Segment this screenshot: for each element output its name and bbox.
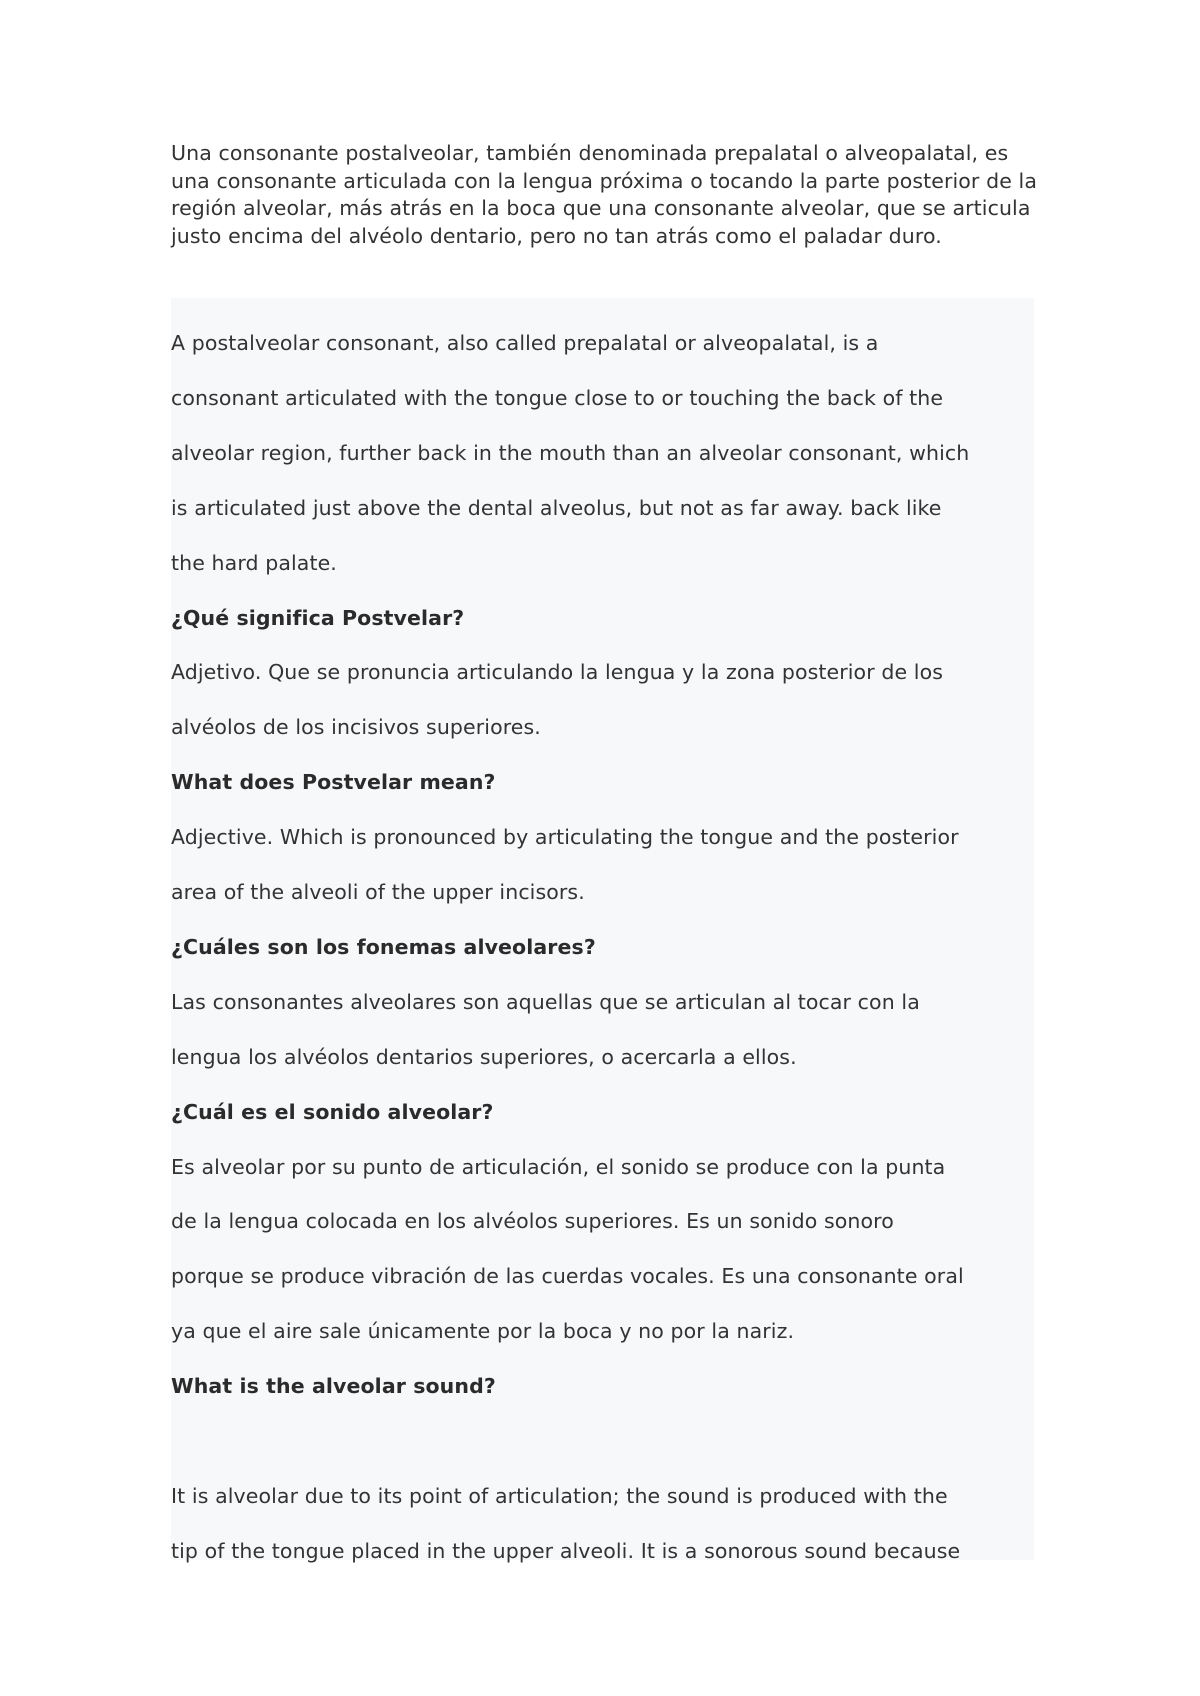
text-line: Es alveolar por su punto de articulación, el sonido se produce con la punta (171, 1154, 946, 1179)
text-line: area of the alveoli of the upper incisors. (171, 880, 585, 904)
translation-block (171, 298, 1034, 1560)
text-line: tip of the tongue placed in the upper alveoli. It is a sonorous sound because (171, 1538, 961, 1563)
text-line: the hard palate. (171, 550, 337, 575)
text-line: alvéolos de los incisivos superiores. (171, 715, 541, 740)
text-line: consonant articulated with the tongue close to or touching the back of the (171, 385, 944, 410)
section-heading: What is the alveolar sound? (171, 1374, 496, 1399)
section-heading: ¿Cuáles son los fonemas alveolares? (171, 934, 596, 959)
text-line: de la lengua colocada en los alvéolos superiores. Es un sonido sonoro (171, 1209, 894, 1234)
text-line: ya que el aire sale únicamente por la boca y no por la nariz. (171, 1319, 795, 1344)
section-heading: ¿Qué significa Postvelar? (171, 605, 465, 630)
text-line: is articulated just above the dental alveolus, but not as far away. back like (171, 495, 942, 520)
text-line: porque se produce vibración de las cuerdas vocales. Es una consonante oral (171, 1264, 964, 1289)
text-line: lengua los alvéolos dentarios superiores, o acercarla a ellos. (171, 1044, 797, 1069)
section-heading: What does Postvelar mean? (171, 770, 496, 795)
text-line: alveolar region, further back in the mouth than an alveolar consonant, which (171, 440, 970, 465)
text-line: Las consonantes alveolares son aquellas que se articulan al tocar con la (171, 989, 920, 1014)
text-line: Adjective. Which is pronounced by articulating the tongue and the posterior (171, 825, 959, 850)
text-line: It is alveolar due to its point of articulation; the sound is produced with the (171, 1483, 948, 1508)
section-heading: ¿Cuál es el sonido alveolar? (171, 1099, 494, 1124)
intro-paragraph: Una consonante postalveolar, también denominada prepalatal o alveopalatal, es una consonante articulada con la lengua próxima o tocando la parte posterior de la región alveolar, más atrás en la boca que una consonante alveolar, que se articula justo encima del alvéolo dentario, pero no tan atrás como el paladar duro. (171, 141, 1037, 248)
text-line: A postalveolar consonant, also called prepalatal or alveopalatal, is a (171, 331, 879, 355)
text-line: Adjetivo. Que se pronuncia articulando la lengua y la zona posterior de los (171, 660, 944, 685)
